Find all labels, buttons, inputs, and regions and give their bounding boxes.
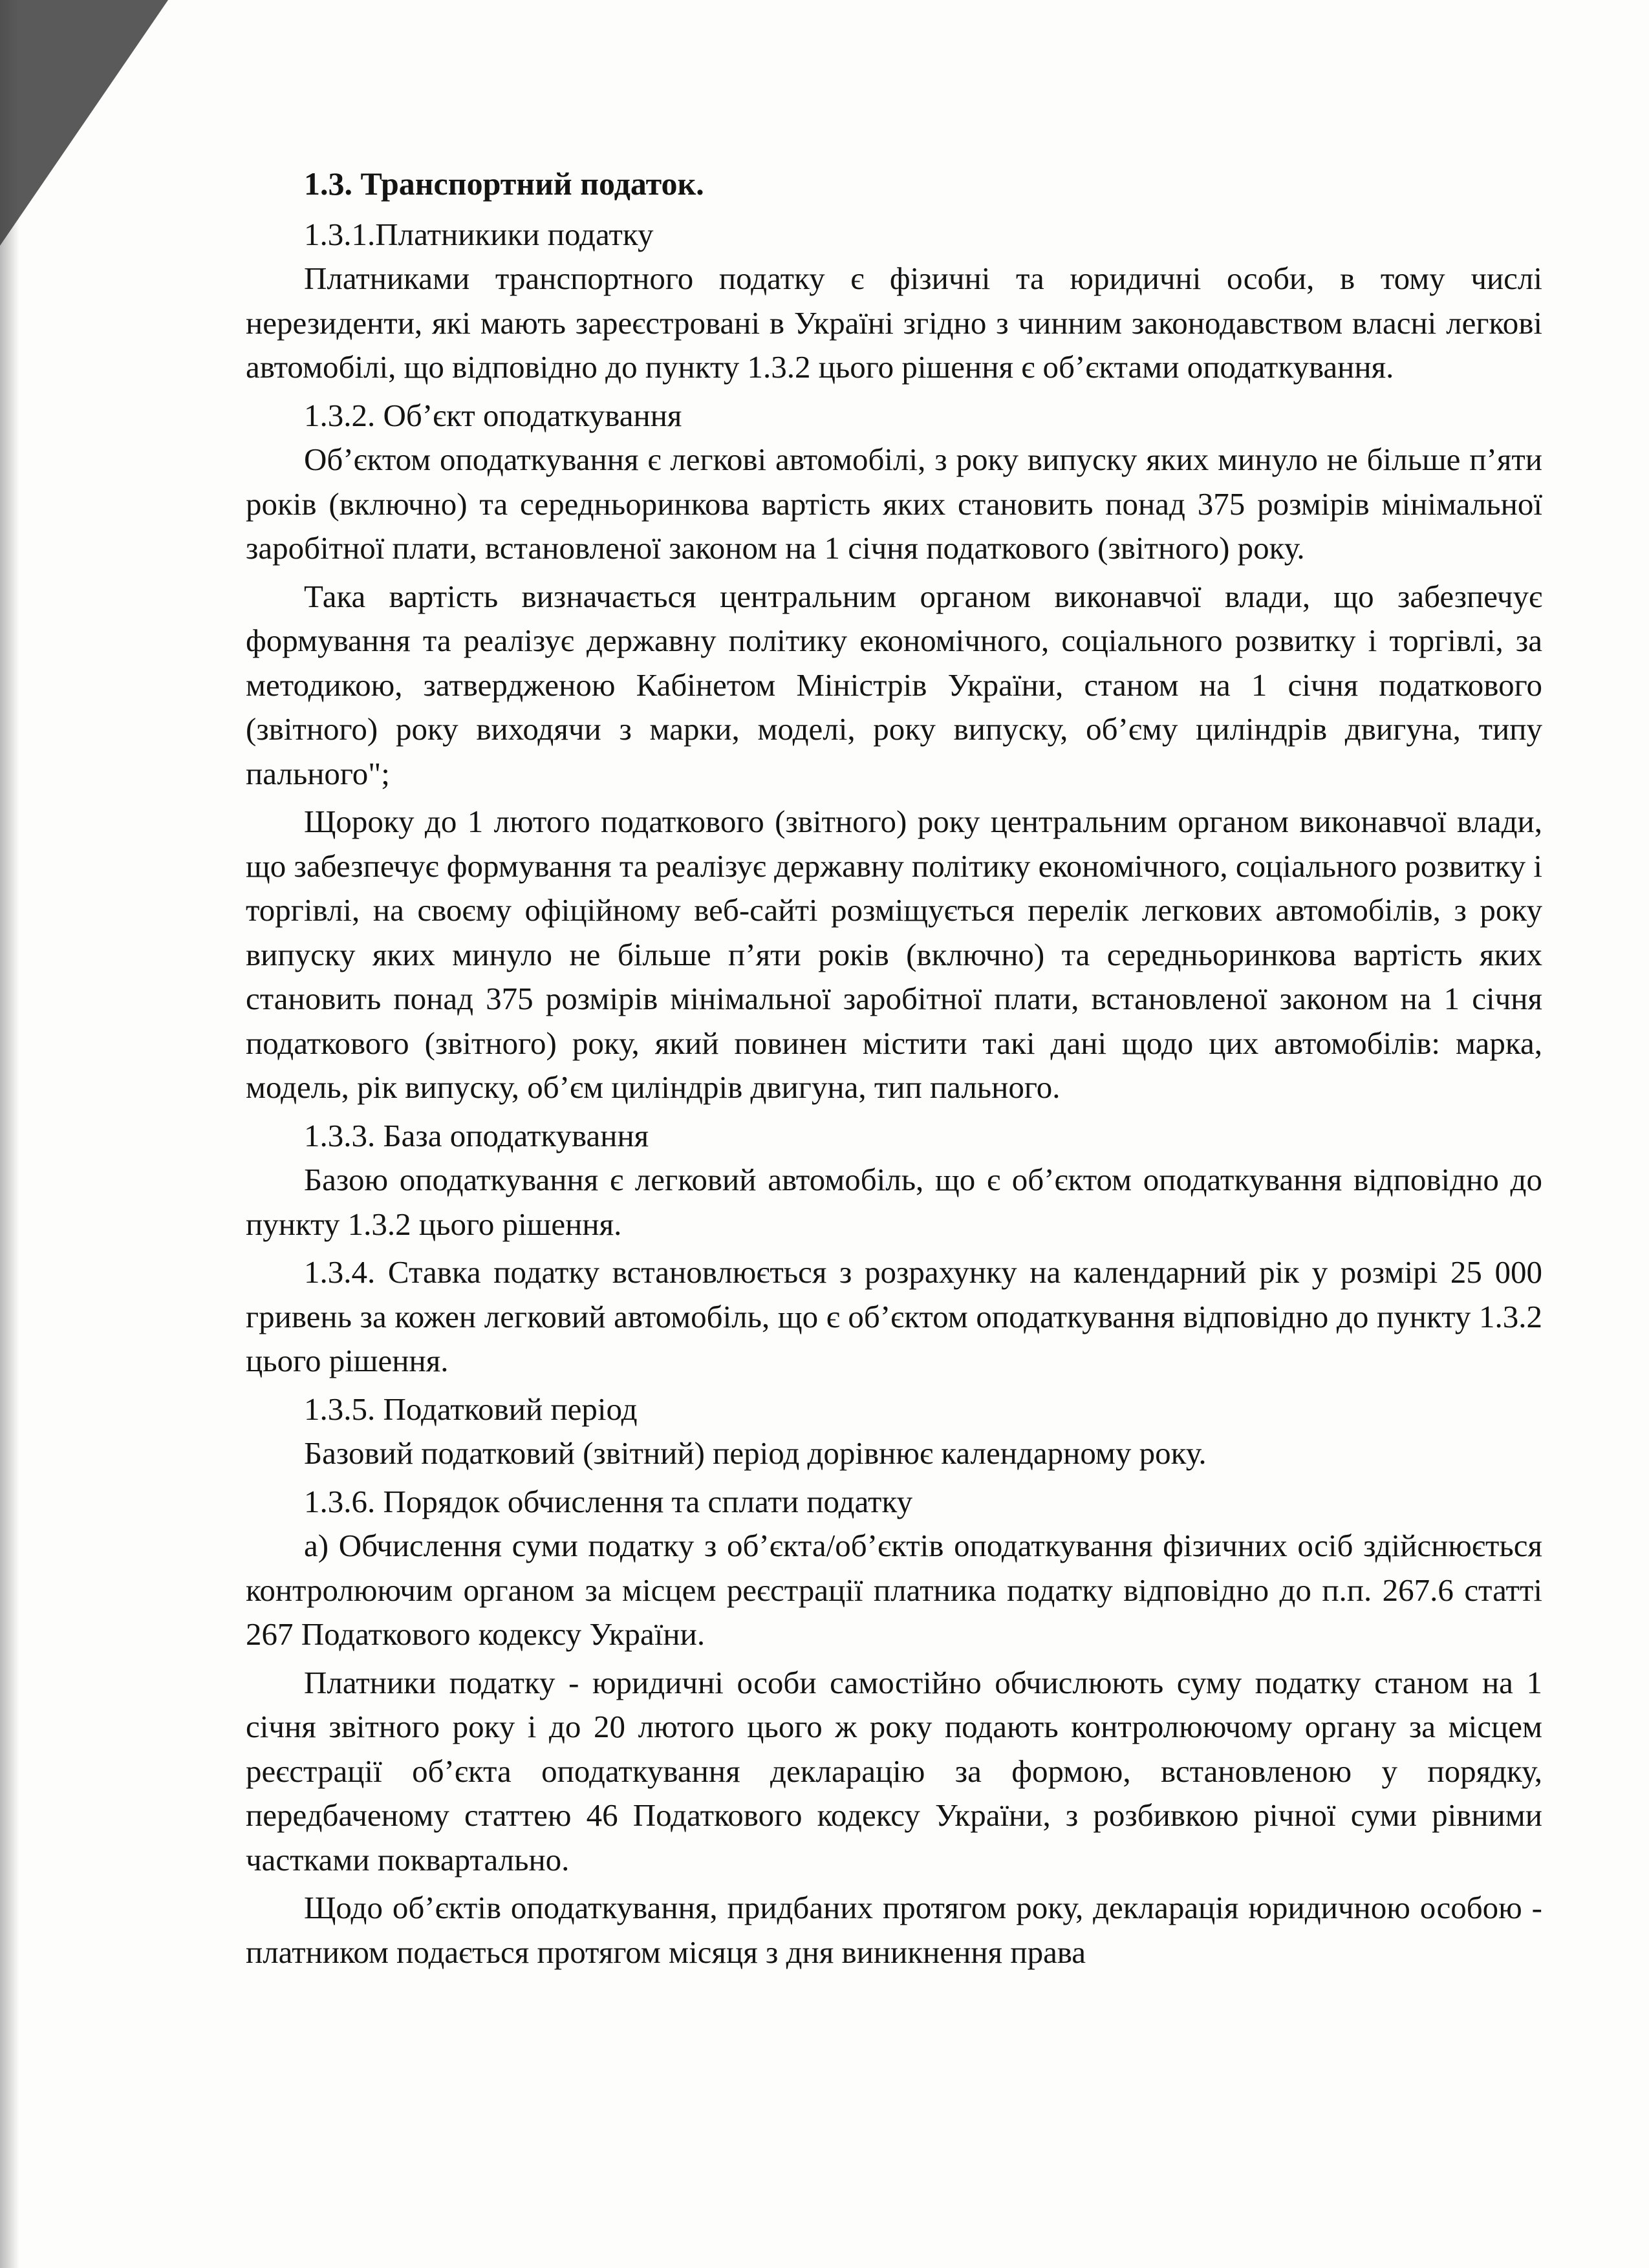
scan-edge-shading bbox=[0, 0, 19, 2268]
paragraph-calculation-individuals: а) Обчислення суми податку з об’єкта/об’єктів оподаткування фізичних осіб здійснюється контролюючим органом за місцем реєстрації платника податку відповідно до п.п. 267.6 статті 267 Податкового кодексу України. bbox=[246, 1528, 1542, 1652]
scan-corner-shadow bbox=[0, 0, 168, 246]
section-title: 1.3. Транспортний податок. bbox=[304, 166, 704, 202]
subsection-heading-1-3-5: 1.3.5. Податковий період bbox=[304, 1391, 638, 1427]
subsection-heading-1-3-3: 1.3.3. База оподаткування bbox=[304, 1117, 649, 1153]
subsection-heading-1-3-6: 1.3.6. Порядок обчислення та сплати податку bbox=[304, 1483, 913, 1519]
paragraph-tax-rate: 1.3.4. Ставка податку встановлюється з розрахунку на календарний рік у розмірі 25 000 гривень за кожен легковий автомобіль, що є об’єктом оподаткування відповідно до пункту 1.3.2 цього рішення. bbox=[246, 1254, 1542, 1378]
paragraph-legal-entities: Платники податку - юридичні особи самостійно обчислюють суму податку станом на 1 січня звітного року і до 20 лютого цього ж року подають контролюючому органу за місцем реєстрації об’єкта оподаткування декларацію за формою, встановленою у порядку, передбаченому статтею 46 Податкового кодексу України, з розбивкою річної суми рівними частками поквартально. bbox=[246, 1664, 1542, 1878]
paragraph-acquired-objects: Щодо об’єктів оподаткування, придбаних протягом року, декларація юридичною особою - платником подається протягом місяця з дня виникнення права bbox=[246, 1890, 1542, 1970]
subsection-heading-1-3-1: 1.3.1.Платникики податку bbox=[304, 216, 654, 252]
document-page bbox=[246, 162, 1542, 1974]
paragraph-object: Об’єктом оподаткування є легкові автомобілі, з року випуску яких минуло не більше п’яти років (включно) та середньоринкова вартість яких становить понад 375 розмірів мінімальної заробітної плати, встановленої законом на 1 січня податкового (звітного) року. bbox=[246, 442, 1542, 566]
paragraph-value-determination: Така вартість визначається центральним органом виконавчої влади, що забезпечує формування та реалізує державну політику економічного, соціального розвитку і торгівлі, за методикою, затвердженою Кабінетом Міністрів України, станом на 1 січня податкового (звітного) року виходячи з марки, моделі, року випуску, об’єму циліндрів двигуна, типу пального"; bbox=[246, 578, 1542, 791]
paragraph-tax-period: Базовий податковий (звітний) період дорівнює календарному року. bbox=[304, 1435, 1207, 1471]
paragraph-annual-list: Щороку до 1 лютого податкового (звітного) року центральним органом виконавчої влади, що забезпечує формування та реалізує державну політику економічного, соціального розвитку і торгівлі, на своєму офіційному веб-сайті розміщується перелік легкових автомобілів, з року випуску яких минуло не більше п’яти років (включно) та середньоринкова вартість яких становить понад 375 розмірів мінімальної заробітної плати, встановленої законом на 1 січня податкового (звітного) року, який повинен містити такі дані щодо цих автомобілів: марка, модель, рік випуску, об’єм циліндрів двигуна, тип пального. bbox=[246, 804, 1542, 1105]
paragraph-payers: Платниками транспортного податку є фізичні та юридичні особи, в тому числі нерезиденти, які мають зареєстровані в Україні згідно з чинним законодавством власні легкові автомобілі, що відповідно до пункту 1.3.2 цього рішення є об’єктами оподаткування. bbox=[246, 261, 1542, 385]
paragraph-tax-base: Базою оподаткування є легковий автомобіль, що є об’єктом оподаткування відповідно до пункту 1.3.2 цього рішення. bbox=[246, 1162, 1542, 1242]
subsection-heading-1-3-2: 1.3.2. Об’єкт оподаткування bbox=[304, 397, 682, 433]
